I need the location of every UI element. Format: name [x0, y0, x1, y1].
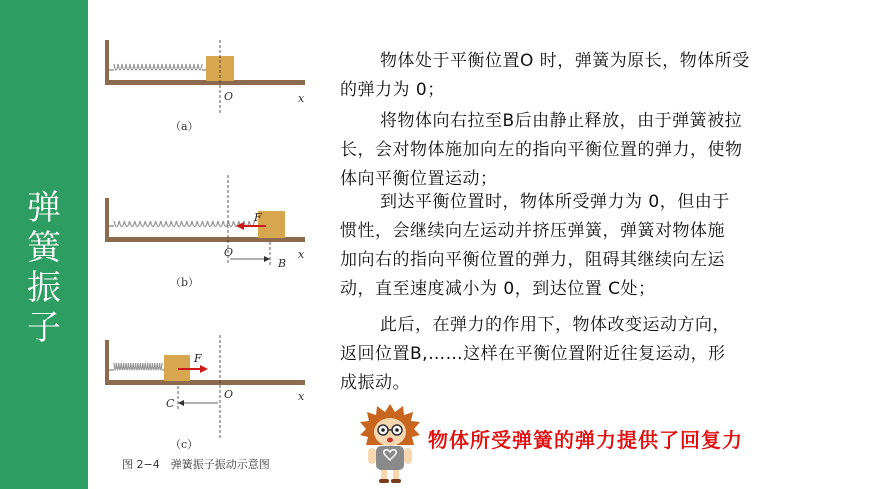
label-x: x — [298, 390, 305, 403]
ground — [105, 80, 305, 85]
paragraph-line: 惯性，会继续向左运动并挤压弹簧，弹簧对物体施 — [340, 221, 725, 241]
figure-a-caption: （a） — [170, 120, 199, 133]
key-conclusion: 物体所受弹簧的弹力提供了回复力 — [428, 428, 743, 452]
block — [258, 211, 285, 238]
paragraph-line: 动，直至速度减小为 0，到达位置 C处； — [340, 279, 656, 299]
label-o: O — [224, 246, 234, 259]
figure-c-caption: （c） — [170, 438, 199, 451]
paragraph-4 — [340, 311, 840, 398]
label-o: O — [224, 90, 234, 103]
spring — [114, 64, 202, 70]
label-o: O — [224, 388, 234, 401]
spring-figures — [100, 0, 330, 489]
spring — [114, 363, 162, 370]
label-f: F — [194, 352, 202, 365]
sidebar-title-char: 子 — [27, 308, 61, 348]
cartoon-girl-icon — [358, 402, 422, 484]
figure-b-caption: （b） — [170, 276, 200, 289]
sidebar-title — [18, 188, 70, 348]
paragraph-2 — [340, 107, 840, 194]
label-c: C — [166, 397, 175, 410]
wall — [105, 40, 109, 84]
paragraph-line: 到达平衡位置时，物体所受弹力为 0，但由于 — [380, 192, 730, 212]
paragraph-line: 返回位置B,……这样在平衡位置附近往复运动，形 — [340, 344, 726, 364]
paragraph-line: 将物体向右拉至B后由静止释放，由于弹簧被拉 — [380, 111, 743, 131]
paragraph-3 — [340, 188, 840, 304]
figure-a — [105, 40, 305, 115]
spring-diagram — [100, 0, 330, 489]
paragraph-line: 物体处于平衡位置O 时，弹簧为原长，物体所受 — [380, 51, 750, 71]
paragraph-line: 此后，在弹力的作用下，物体改变运动方向， — [380, 315, 730, 335]
spring — [114, 221, 254, 227]
paragraph-line: 的弹力为 0； — [340, 80, 445, 100]
wall — [105, 198, 109, 242]
wall — [105, 340, 109, 384]
paragraph-line: 成振动。 — [340, 373, 410, 393]
sidebar — [0, 0, 88, 489]
figure-caption: 图 2−4 弹簧振子振动示意图 — [122, 458, 270, 471]
label-b: B — [278, 257, 287, 270]
sidebar-title-char: 振 — [27, 268, 61, 308]
figure-c — [105, 335, 305, 440]
label-x: x — [298, 248, 305, 261]
force-arrowhead — [200, 365, 208, 373]
label-x: x — [298, 92, 305, 105]
paragraph-1 — [340, 47, 840, 105]
paragraph-line: 加向右的指向平衡位置的弹力，阻碍其继续向左运 — [340, 250, 725, 270]
paragraph-line: 长，会对物体施加向左的指向平衡位置的弹力，使物 — [340, 140, 743, 160]
sidebar-title-char: 簧 — [27, 228, 61, 268]
sidebar-title-char: 弹 — [27, 188, 61, 228]
paragraph-line: 体向平衡位置运动； — [340, 169, 498, 189]
ground — [105, 380, 305, 385]
figure-b — [105, 175, 305, 265]
label-f: F — [254, 211, 262, 224]
